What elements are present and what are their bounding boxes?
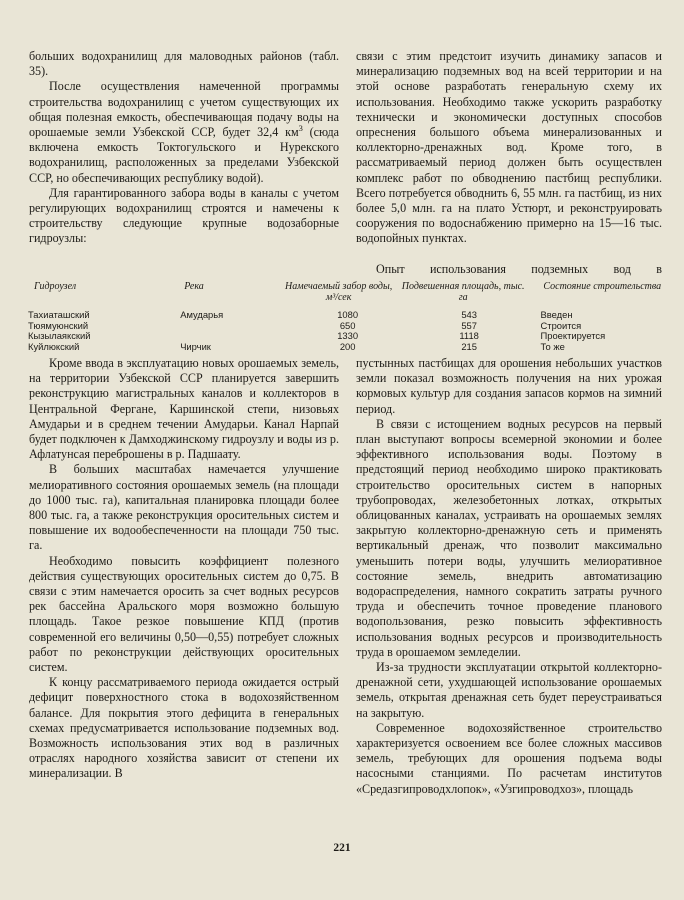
table-cell: 1080 xyxy=(337,309,359,320)
table-cell: Строится xyxy=(540,319,582,331)
table-cell: Тахиаташский xyxy=(28,309,90,320)
table-cell: 1330 xyxy=(337,330,359,342)
table-header: Состояние строительства xyxy=(543,281,662,292)
table-cell: 200 xyxy=(339,340,356,352)
table-cell: Введен xyxy=(540,309,573,320)
text-span: После осуществления намеченной программы строительства водохранилищ с учетом существующих их общая полезная емкость, обеспечивающая подачу воды на орошаемые земли Узбекской ССР, будет 32,4 км xyxy=(29,79,339,140)
page-number: 221 xyxy=(333,842,351,854)
paragraph: Современное водохозяйственное строительство характеризуется освоением все более сложных массивов земель, требующих для орошения подъема воды насосными станциями. По расчетам институтов «Средазгипроводхлопок», «Узгипроводхоз», площадь xyxy=(356,720,662,796)
table-cell: 1118 xyxy=(459,330,479,342)
table-row xyxy=(28,310,664,321)
table-cell: Куйлюкский xyxy=(28,340,80,352)
paragraph: К концу рассматриваемого периода ожидается острый дефицит поверхностного стока в водохозяйственном балансе. Для покрытия этого дефицита в генеральных схемах предусматривается использование подземных вод. Возможность использования этих вод в различных отраслях народного хозяйства зависит от степени их минерализации. В xyxy=(29,675,339,781)
text-span: (сюда включена емкость Токтогульского и Нурекского водохранилищ, расположенных за пределами Узбекской ССР, но обеспечивающих республику водой). xyxy=(29,125,339,185)
table-cell xyxy=(180,321,279,332)
right-column-top xyxy=(356,49,662,247)
left-column-bottom xyxy=(29,356,339,782)
left-column-top xyxy=(29,49,339,247)
table-cell: То же xyxy=(540,340,565,352)
table-cell: Амударья xyxy=(180,309,224,320)
table-header: Река xyxy=(184,281,204,292)
table-cell: 650 xyxy=(339,319,356,331)
reservoir-table xyxy=(28,281,664,352)
table-cell: 215 xyxy=(461,340,477,352)
right-column-bottom xyxy=(356,356,662,797)
table-cell: Тюямуюнский xyxy=(28,319,89,331)
text-span: Опыт использования подземных вод в xyxy=(376,262,662,276)
superscript: 3 xyxy=(298,122,303,133)
table-row xyxy=(28,342,664,353)
paragraph: Кроме ввода в эксплуатацию новых орошаемых земель, на территории Узбекской ССР планируется завершить реконструкцию магистральных каналов и коллекторов в Центральной Фергане, Каршинской степи, низовьях Амударьи и в среднем течении Амударьи. Канал Нарпай будет подключен к Дамходжинскому гидроузлу и воды из р. Афлатунсая переброшены в р. Падшаату. xyxy=(29,356,339,462)
paragraph-opening-line xyxy=(356,262,662,277)
table-header: Подвешенная площадь, тыс. га xyxy=(401,281,525,303)
paragraph: связи с этим предстоит изучить динамику запасов и минерализацию подземных вод на всей территории и на этой основе разработать генеральную схему их использования. Необходимо также ускорить разработку технически и экономически доступных способов опреснения большого объема минерализованных и коллекторно-дренажных вод. Кроме того, в рассматриваемый период должен быть осуществлен комплекс работ по обводнению пастбищ республики. Всего потребуется обводнить 6, 55 млн. га пастбищ, из них более 5,0 млн. га на плато Устюрт, и реконструировать сооружения по водоснабжению примерно на 15—16 тыс. водопойных пунктах. xyxy=(356,49,662,246)
paragraph: Для гарантированного забора воды в каналы с учетом регулирующих водохранилищ строятся и намечены к строительству следующие крупные водозаборные гидроузлы: xyxy=(29,185,339,246)
table-cell: Кызылаякский xyxy=(28,330,91,342)
table-header: Намечаемый забор воды, м³/сек xyxy=(285,281,393,303)
paragraph: пустынных пастбищах для орошения небольших участков земли показал возможность получения на них урожая кормовых культур для создания запасов кормов на зимний период. xyxy=(356,356,662,416)
table-header: Гидроузел xyxy=(34,281,77,292)
paragraph: Необходимо повысить коэффициент полезного действия существующих оросительных систем до 0,75. В связи с этим намечается оросить за счет водных ресурсов рек бассейна Аральского моря возможно большую площадь. Такое резкое повышение КПД (против современной его величины 0,50—0,55) потребует сложных работ по реконструкции действующих оросительных систем. xyxy=(29,553,339,675)
paragraph: больших водохранилищ для маловодных районов (табл. 35). xyxy=(29,49,339,79)
paragraph: В связи с истощением водных ресурсов на первый план выступают вопросы всемерной экономии и более эффективного использования воды. Поэтому в предстоящий период необходимо широко практиковать строительство оросительных систем в напорных трубопроводах, железобетонных лотках, открытых облицованных каналах, устраивать на орошаемых землях закрытую коллекторно-дренажную сеть и применять вертикальный дренаж, что позволит максимально уменьшить потери воды, улучшить мелиоративное состояние земель, внедрить автоматизацию водораспределения, намного сократить затраты ручного труда и обеспечить точное проведение планового водопользования, резко повысить эффективность использования водных ресурсов и производительность труда в орошаемом земледелии. xyxy=(356,416,662,659)
table-cell: 557 xyxy=(461,319,477,331)
table-header-row xyxy=(28,281,664,310)
paragraph: В больших масштабах намечается улучшение мелиоративного состояния орошаемых земель (на площади до 1000 тыс. га), капитальная планировка площади более 800 тыс. га, а также реконструкция оросительных систем и повышение их водообеспеченности на площади 750 тыс. га. xyxy=(29,462,339,553)
paragraph: Из-за трудности эксплуатации открытой коллекторно-дренажной сети, ухудшающей использование орошаемых земель, открытая дренажная сеть будет переустраиваться на закрытую. xyxy=(356,660,662,720)
table-cell: 543 xyxy=(461,309,477,320)
table-cell: Проектируется xyxy=(540,330,606,342)
table-cell: Чирчик xyxy=(180,340,211,352)
paragraph xyxy=(29,79,339,185)
